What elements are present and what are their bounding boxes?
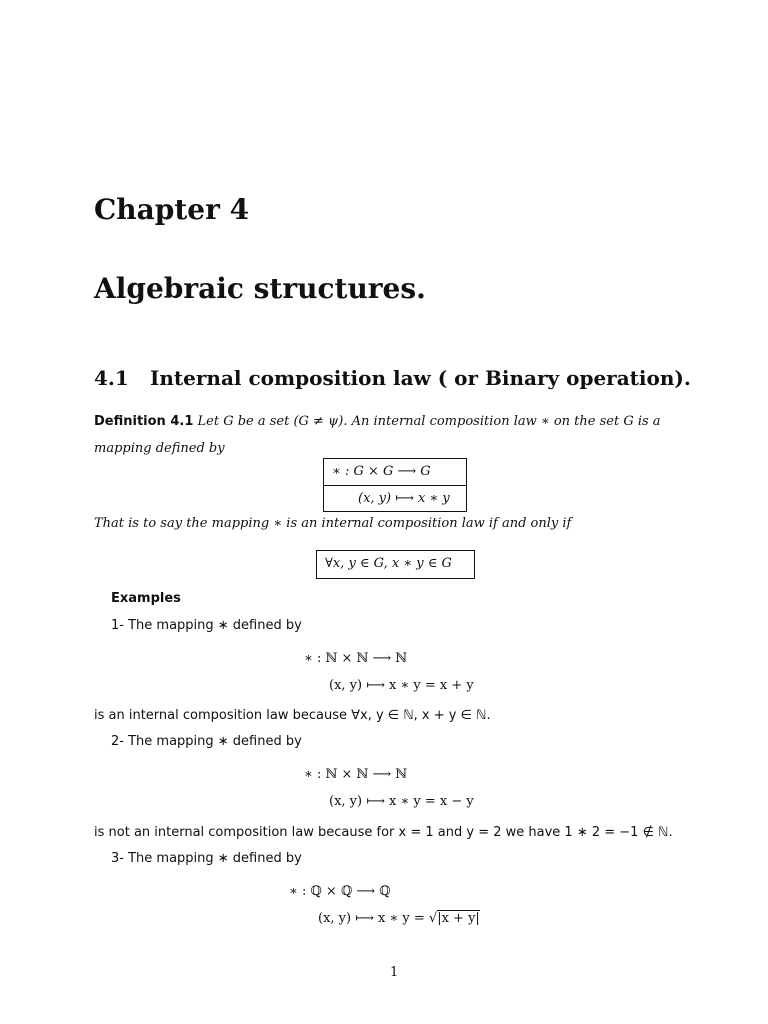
example-2-map-rule: (x, y) ⟼ x ∗ y = x − y bbox=[329, 794, 474, 809]
example-2-intro: 2- The mapping ∗ defined by bbox=[111, 734, 302, 749]
mapping-rule: (x, y) ⟼ x ∗ y bbox=[358, 491, 450, 506]
examples-heading: Examples bbox=[111, 591, 181, 606]
definition-label: Definition 4.1 bbox=[94, 414, 194, 429]
example-3-intro: 3- The mapping ∗ defined by bbox=[111, 851, 302, 866]
definition-line1 bbox=[94, 414, 661, 429]
chapter-label: Chapter 4 bbox=[94, 193, 250, 226]
example-1-map-rule: (x, y) ⟼ x ∗ y = x + y bbox=[329, 678, 474, 693]
example-1-conclusion: is an internal composition law because ∀x, y ∈ ℕ, x + y ∈ ℕ. bbox=[94, 708, 491, 723]
section-number: 4.1 bbox=[94, 366, 129, 390]
mapping-definition-box bbox=[323, 458, 467, 512]
definition-text-1: Let G be a set (G ≠ ψ). An internal composition law ∗ on the set G is a bbox=[197, 414, 661, 429]
example-1-intro: 1- The mapping ∗ defined by bbox=[111, 618, 302, 633]
closure-condition: ∀x, y ∈ G, x ∗ y ∈ G bbox=[325, 556, 452, 571]
example-1-map-domain: ∗ : ℕ × ℕ ⟶ ℕ bbox=[304, 651, 408, 666]
mapping-domain: ∗ : G × G ⟶ G bbox=[332, 464, 431, 479]
example-3-map-rule-prefix: (x, y) ⟼ x ∗ y = √ bbox=[318, 911, 438, 926]
that-is-text: That is to say the mapping ∗ is an internal composition law if and only if bbox=[94, 516, 572, 531]
closure-condition-box bbox=[316, 550, 475, 579]
example-3-radicand: |x + y| bbox=[437, 911, 480, 926]
section-title: Internal composition law ( or Binary operation). bbox=[150, 366, 691, 390]
chapter-title: Algebraic structures. bbox=[94, 272, 426, 305]
definition-text-2: mapping defined by bbox=[94, 441, 225, 456]
page-number: 1 bbox=[390, 965, 399, 980]
section-heading bbox=[94, 366, 691, 390]
example-2-map-domain: ∗ : ℕ × ℕ ⟶ ℕ bbox=[304, 767, 408, 782]
example-3-map-rule bbox=[318, 911, 480, 926]
example-3-map-domain: ∗ : ℚ × ℚ ⟶ ℚ bbox=[289, 884, 391, 899]
mapping-divider bbox=[324, 485, 466, 486]
example-2-conclusion: is not an internal composition law because for x = 1 and y = 2 we have 1 ∗ 2 = −1 ∉ ℕ. bbox=[94, 825, 673, 840]
